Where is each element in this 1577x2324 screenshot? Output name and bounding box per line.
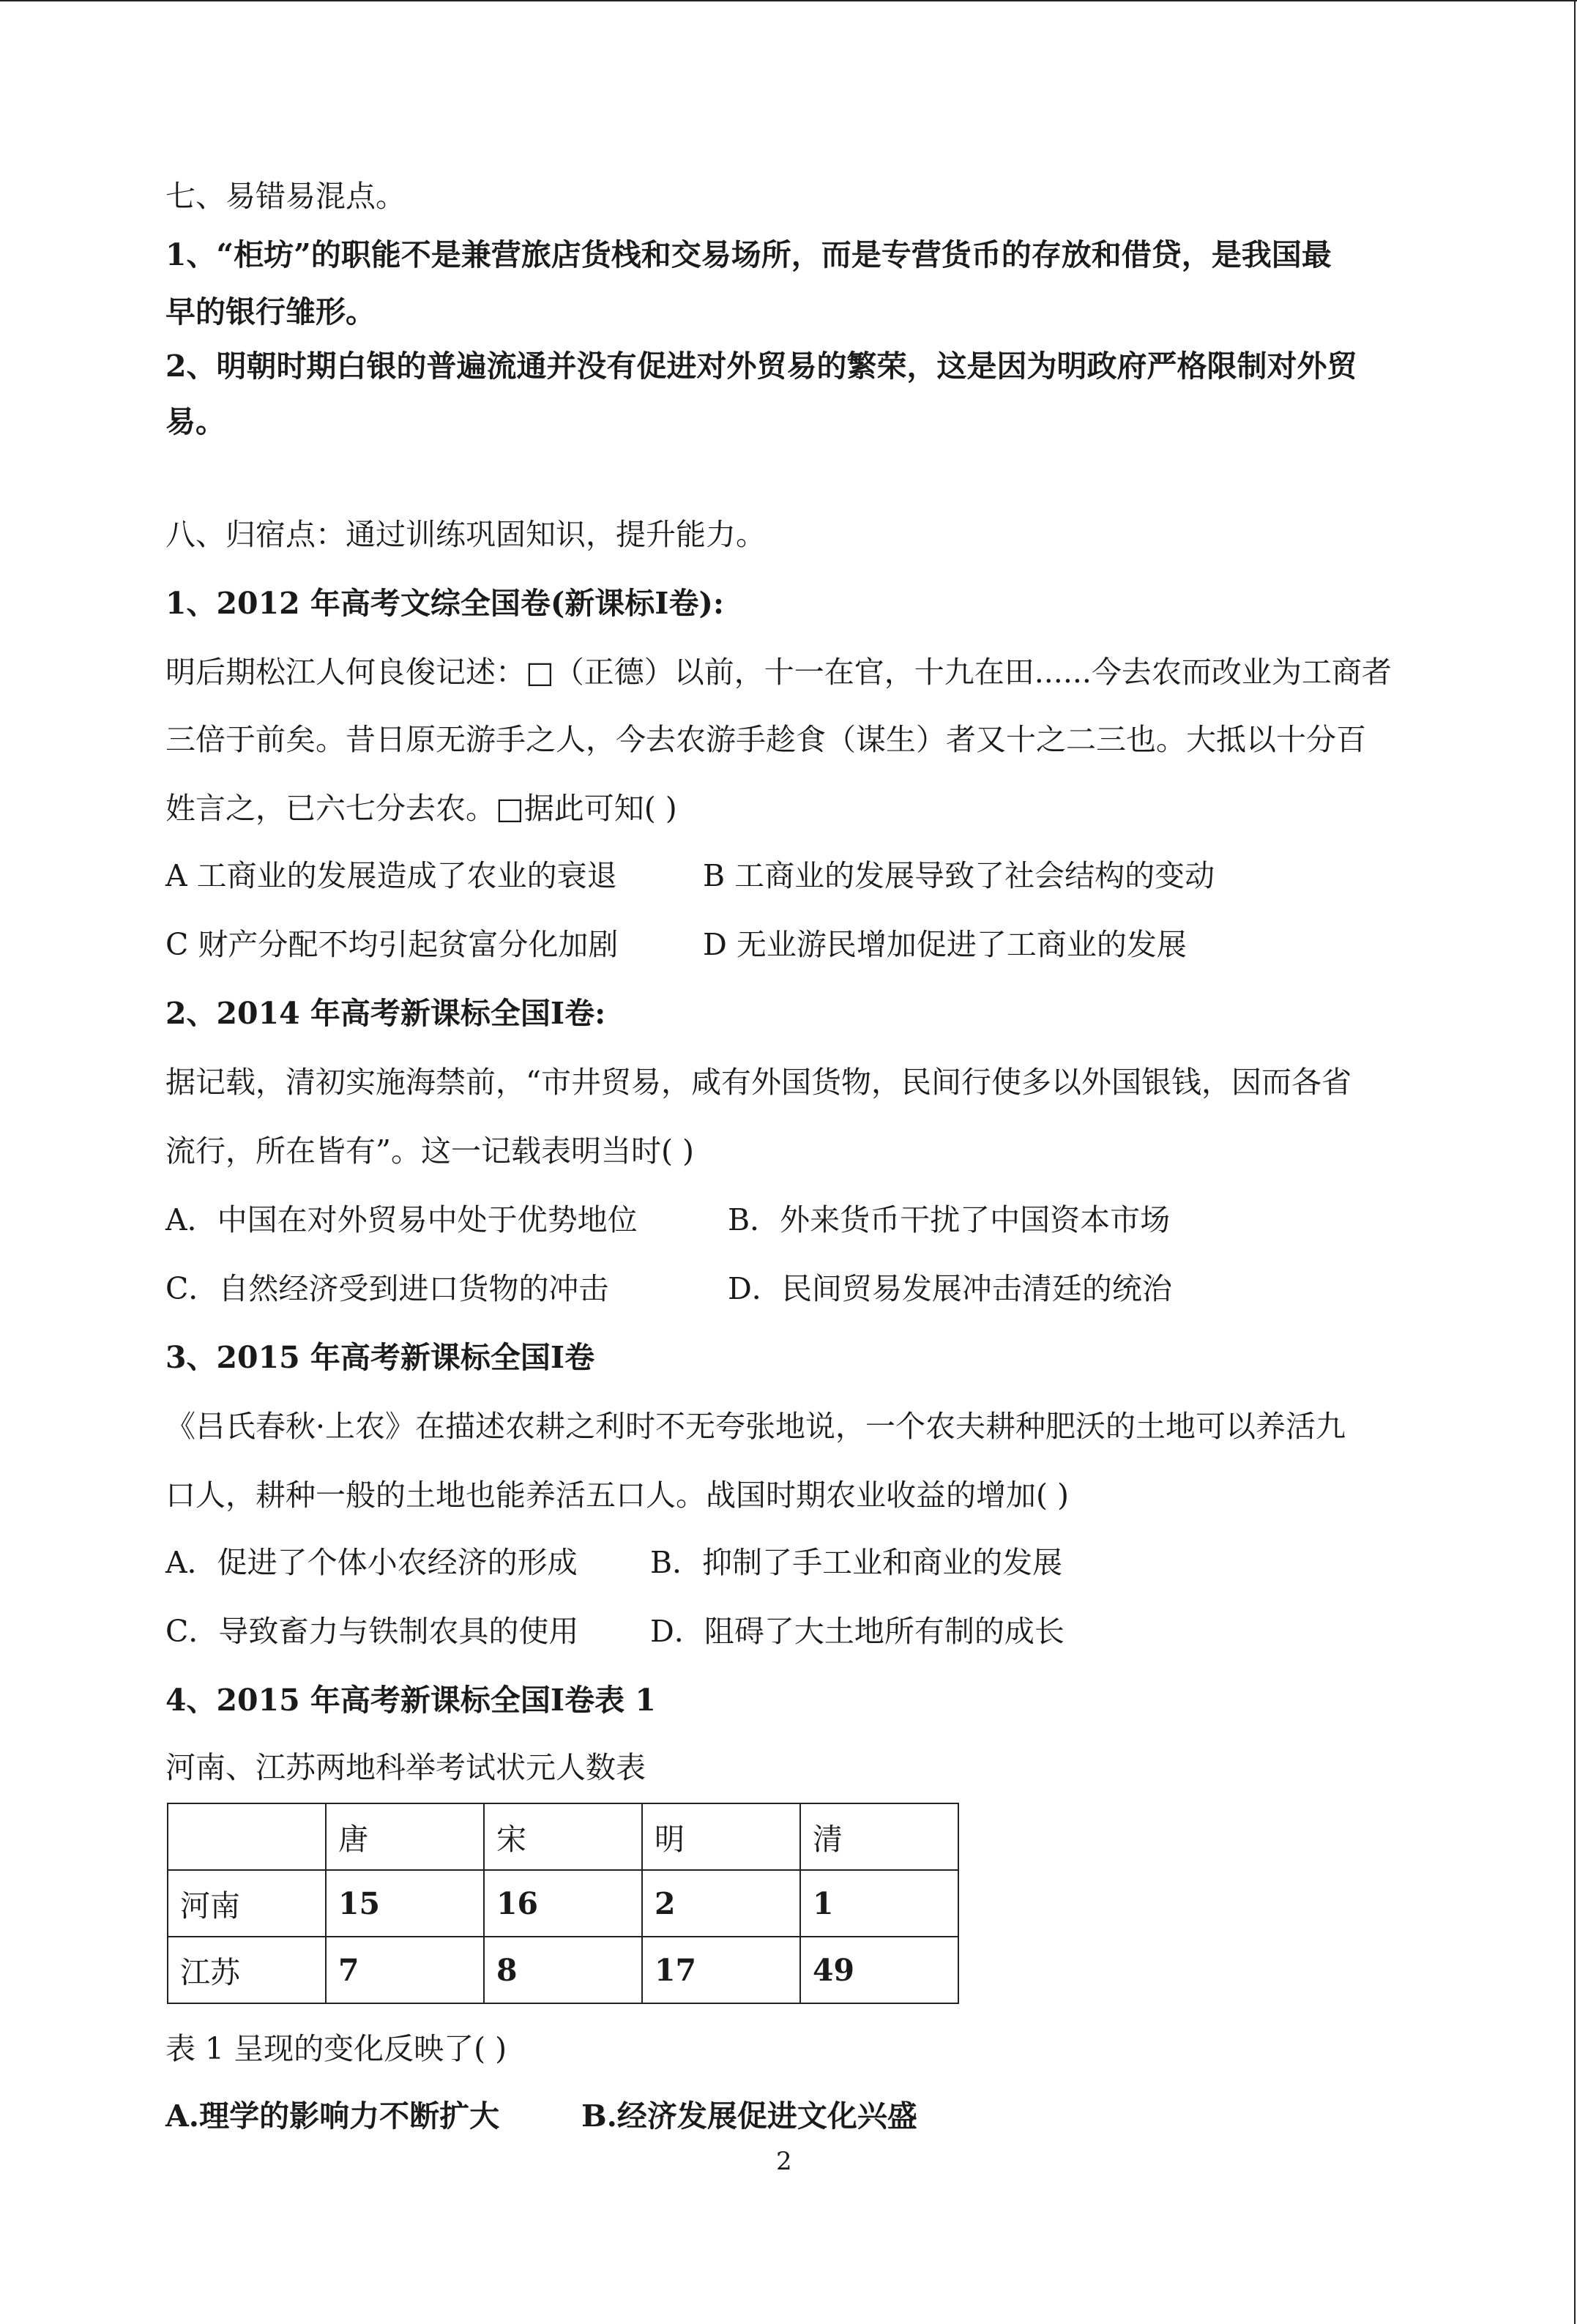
q3-stem-line2: 口人，耕种一般的土地也能养活五口人。战国时期农业收益的增加( ) (165, 1478, 1070, 1513)
q3-title: 3、2015 年高考新课标全国Ⅰ卷 (165, 1340, 595, 1375)
table-row (168, 1937, 958, 2003)
q2-option-b: B．外来货币干扰了中国资本市场 (728, 1202, 1171, 1237)
q1-stem-line2: 三倍于前矣。昔日原无游手之人，今去农游手趁食（谋生）者又十之二三也。大抵以十分百 (165, 722, 1366, 757)
table-cell: 2 (642, 1870, 800, 1937)
q2-option-c: C．自然经济受到进口货物的冲击 (165, 1271, 609, 1306)
q4-option-b: B.经济发展促进文化兴盛 (581, 2098, 917, 2134)
q2-option-d: D．民间贸易发展冲击清廷的统治 (728, 1271, 1172, 1306)
section7-item2-line2: 易。 (165, 404, 225, 439)
table-header-row (168, 1803, 958, 1870)
q4-question: 表 1 呈现的变化反映了( ) (165, 2031, 507, 2066)
section7-item1-line1: 1、“柜坊”的职能不是兼营旅店货栈和交易场所，而是专营货币的存放和借贷，是我国最 (165, 237, 1332, 272)
table-header-cell: 唐 (326, 1803, 484, 1870)
q1-option-c: C 财产分配不均引起贫富分化加剧 (165, 927, 619, 962)
table-cell: 7 (326, 1937, 484, 2003)
section7-item2-line1: 2、明朝时期白银的普遍流通并没有促进对外贸易的繁荣，这是因为明政府严格限制对外贸 (165, 349, 1357, 384)
table-cell: 17 (642, 1937, 800, 2003)
q3-option-d: D．阻碍了大土地所有制的成长 (650, 1614, 1065, 1649)
q2-stem-line1: 据记载，清初实施海禁前，“市井贸易，咸有外国货物，民间行使多以外国银钱，因而各省 (165, 1065, 1352, 1100)
table-cell: 8 (484, 1937, 642, 2003)
q1-stem-line1: 明后期松江人何良俊记述：□（正德）以前，十一在官，十九在田......今去农而改业为工商者 (165, 655, 1392, 690)
q3-option-b: B．抑制了手工业和商业的发展 (650, 1545, 1063, 1580)
q4-table-caption: 河南、江苏两地科举考试状元人数表 (165, 1750, 646, 1785)
table-cell: 49 (800, 1937, 958, 2003)
q1-stem-line3: 姓言之，已六七分去农。□据此可知( ) (165, 791, 677, 826)
q1-option-a: A 工商业的发展造成了农业的衰退 (165, 858, 617, 893)
q3-option-c: C．导致畜力与铁制农具的使用 (165, 1614, 579, 1649)
q2-title: 2、2014 年高考新课标全国Ⅰ卷: (165, 996, 606, 1031)
q1-title: 1、2012 年高考文综全国卷(新课标Ⅰ卷): (165, 586, 725, 621)
q2-option-a: A．中国在对外贸易中处于优势地位 (165, 1202, 638, 1237)
table-header-cell (168, 1803, 326, 1870)
q2-stem-line2: 流行，所在皆有”。这一记载表明当时( ) (165, 1133, 694, 1169)
q4-option-a: A.理学的影响力不断扩大 (165, 2098, 500, 2134)
page-number: 2 (776, 2147, 792, 2176)
table-row (168, 1870, 958, 1937)
table-header-cell: 宋 (484, 1803, 642, 1870)
table-header-cell: 清 (800, 1803, 958, 1870)
table-header-cell: 明 (642, 1803, 800, 1870)
q1-option-b: B 工商业的发展导致了社会结构的变动 (703, 858, 1215, 893)
table-cell: 河南 (168, 1870, 326, 1937)
q3-stem-line1: 《吕氏春秋·上农》在描述农耕之利时不无夸张地说，一个农夫耕种肥沃的土地可以养活九 (165, 1409, 1346, 1444)
section7-item1-line2: 早的银行雏形。 (165, 294, 376, 329)
section7-heading: 七、易错易混点。 (165, 179, 406, 214)
q4-title: 4、2015 年高考新课标全国Ⅰ卷表 1 (165, 1683, 656, 1718)
zhuangyuan-table (167, 1803, 959, 2004)
table-cell: 15 (326, 1870, 484, 1937)
q3-option-a: A．促进了个体小农经济的形成 (165, 1545, 578, 1580)
page-border-top (0, 0, 1577, 1)
table-cell: 16 (484, 1870, 642, 1937)
table-cell: 1 (800, 1870, 958, 1937)
section8-heading: 八、归宿点：通过训练巩固知识，提升能力。 (165, 517, 766, 552)
q1-option-d: D 无业游民增加促进了工商业的发展 (703, 927, 1187, 962)
page-border-right (1574, 0, 1576, 2324)
table-cell: 江苏 (168, 1937, 326, 2003)
